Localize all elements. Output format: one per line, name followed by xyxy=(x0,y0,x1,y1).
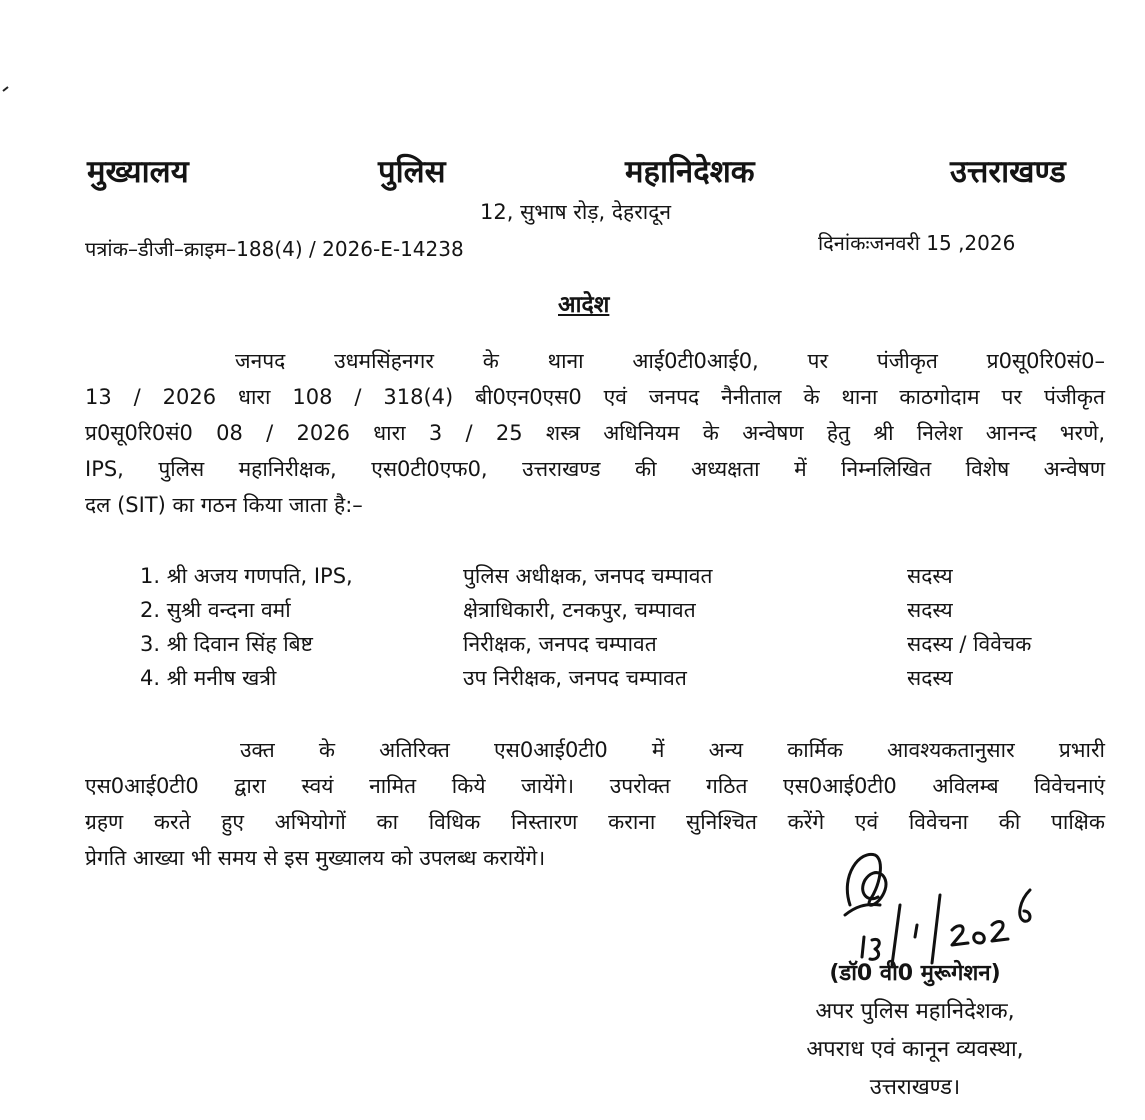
stray-mark xyxy=(2,78,10,86)
header-word-headquarters: मुख्यालय xyxy=(87,154,189,190)
paragraph-line: उक्त के अतिरिक्त एस0आई0टी0 में अन्य कार्मिक आवश्यकतानुसार प्रभारी xyxy=(240,738,1105,762)
paragraph-line: 13 / 2026 धारा 108 / 318(4) बी0एन0एस0 एवं जनपद नैनीताल के थाना काठगोदाम पर पंजीकृत xyxy=(85,385,1105,409)
signatory-name: (डॉ0 वी0 मुरूगेशन) xyxy=(829,961,1001,986)
member-role: सदस्य xyxy=(907,564,953,588)
member-post: क्षेत्राधिकारी, टनकपुर, चम्पावत xyxy=(463,598,696,622)
paragraph-line: दल (SIT) का गठन किया जाता है:– xyxy=(85,493,363,517)
member-name: 4. श्री मनीष खत्री xyxy=(140,666,277,690)
member-role: सदस्य / विवेचक xyxy=(907,632,1032,656)
signature-block xyxy=(750,955,1080,1107)
member-name: 2. सुश्री वन्दना वर्मा xyxy=(140,598,291,622)
member-name: 3. श्री दिवान सिंह बिष्ट xyxy=(140,632,313,656)
signatory-designation: अपर पुलिस महानिदेशक, xyxy=(815,999,1015,1024)
member-row xyxy=(140,630,1100,664)
paragraph-intro xyxy=(85,343,1105,523)
member-row xyxy=(140,562,1100,596)
signatory-department: अपराध एवं कानून व्यवस्था, xyxy=(806,1037,1024,1062)
member-post: निरीक्षक, जनपद चम्पावत xyxy=(463,632,657,656)
header-word-uttarakhand: उत्तराखण्ड xyxy=(950,154,1066,190)
document-date: दिनांकःजनवरी 15 ,2026 xyxy=(818,231,1016,255)
paragraph-line: IPS, पुलिस महानिरीक्षक, एस0टी0एफ0, उत्तराखण्ड की अध्यक्षता में निम्नलिखित विशेष अन्वेषण xyxy=(85,457,1105,481)
member-name: 1. श्री अजय गणपति, IPS, xyxy=(140,564,353,588)
reference-number: पत्रांक–डीजी–क्राइम–188(4) / 2026-E-14238 xyxy=(85,237,464,261)
member-row xyxy=(140,596,1100,630)
member-role: सदस्य xyxy=(907,666,953,690)
order-title: आदेश xyxy=(558,292,610,318)
paragraph-line: जनपद उधमसिंहनगर के थाना आई0टी0आई0, पर पंजीकृत प्र0सू0रि0सं0– xyxy=(235,349,1105,373)
member-post: पुलिस अधीक्षक, जनपद चम्पावत xyxy=(463,564,713,588)
paragraph-line: एस0आई0टी0 द्वारा स्वयं नामित किये जायेंगे। उपरोक्त गठित एस0आई0टी0 अविलम्ब विवेचनाएं xyxy=(85,774,1105,798)
sit-members-list xyxy=(140,562,1100,698)
paragraph-line: प्रेगति आख्या भी समय से इस मुख्यालय को उपलब्ध करायेंगे। xyxy=(85,846,546,870)
header-word-police: पुलिस xyxy=(378,154,446,190)
header-address: 12, सुभाष रोड़, देहरादून xyxy=(480,200,672,224)
signatory-state: उत्तराखण्ड। xyxy=(869,1075,961,1100)
paragraph-line: ग्रहण करते हुए अभियोगों का विधिक निस्तारण कराना सुनिश्चित करेंगे एवं विवेचना की पाक्षिक xyxy=(85,810,1105,834)
header-word-director-general: महानिदेशक xyxy=(625,154,755,190)
member-role: सदस्य xyxy=(907,598,953,622)
member-row xyxy=(140,664,1100,698)
paragraph-line: प्र0सू0रि0सं0 08 / 2026 धारा 3 / 25 शस्त्र अधिनियम के अन्वेषण हेतु श्री निलेश आनन्द भरणे, xyxy=(85,421,1105,445)
member-post: उप निरीक्षक, जनपद चम्पावत xyxy=(463,666,687,690)
